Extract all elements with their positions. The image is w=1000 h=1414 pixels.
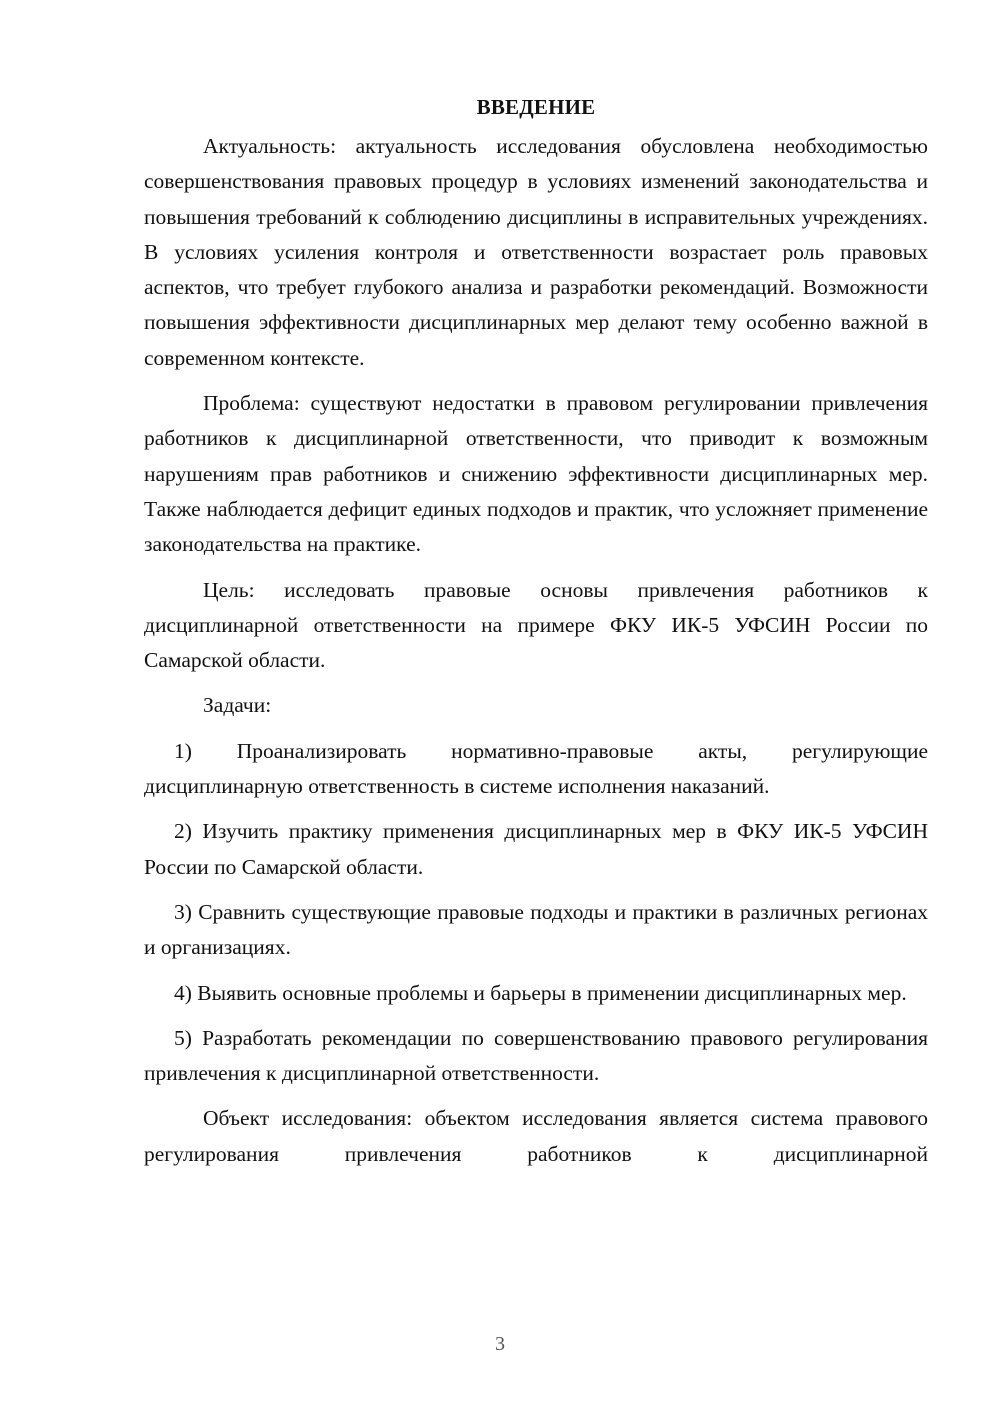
paragraph-relevance: Актуальность: актуальность исследования обусловлена необходимостью совершенствования правовых процедур в условиях изменений законодательства и повышения требований к соблюдению дисциплины в исправительных учреждениях. В условиях усиления контроля и ответственности возрастает роль правовых аспектов, что требует глубокого анализа и разработки рекомендаций. Возможности повышения эффективности дисциплинарных мер делают тему особенно важной в современном контексте. [144, 134, 928, 370]
task-item-1: 1) Проанализировать нормативно-правовые акты, регулирующие дисциплинарную ответственность в системе исполнения наказаний. [144, 738, 928, 799]
paragraph-tasks-heading: Задачи: [203, 693, 272, 718]
paragraph-object: Объект исследования: объектом исследования является система правового регулирования привлечения работников к дисциплинарной [144, 1106, 928, 1166]
task-item-2: 2) Изучить практику применения дисциплинарных мер в ФКУ ИК-5 УФСИН России по Самарской области. [144, 819, 928, 879]
section-title: ВВЕДЕНИЕ [476, 95, 596, 119]
page-content [144, 90, 928, 1172]
task-item-4: 4) Выявить основные проблемы и барьеры в применении дисциплинарных мер. [174, 980, 907, 1005]
page-number: 3 [495, 1333, 505, 1355]
task-item-3: 3) Сравнить существующие правовые подходы и практики в различных регионах и организациях. [144, 899, 928, 960]
paragraph-goal: Цель: исследовать правовые основы привлечения работников к дисциплинарной ответственности на примере ФКУ ИК-5 УФСИН России по Самарской области. [144, 577, 928, 673]
task-item-5: 5) Разработать рекомендации по совершенствованию правового регулирования привлечения к дисциплинарной ответственности. [144, 1025, 928, 1086]
paragraph-problem: Проблема: существуют недостатки в правовом регулировании привлечения работников к дисциплинарной ответственности, что приводит к возможным нарушениям прав работников и снижению эффективности дисциплинарных мер. Также наблюдается дефицит единых подходов и практик, что усложняет применение законодательства на практике. [144, 391, 928, 557]
